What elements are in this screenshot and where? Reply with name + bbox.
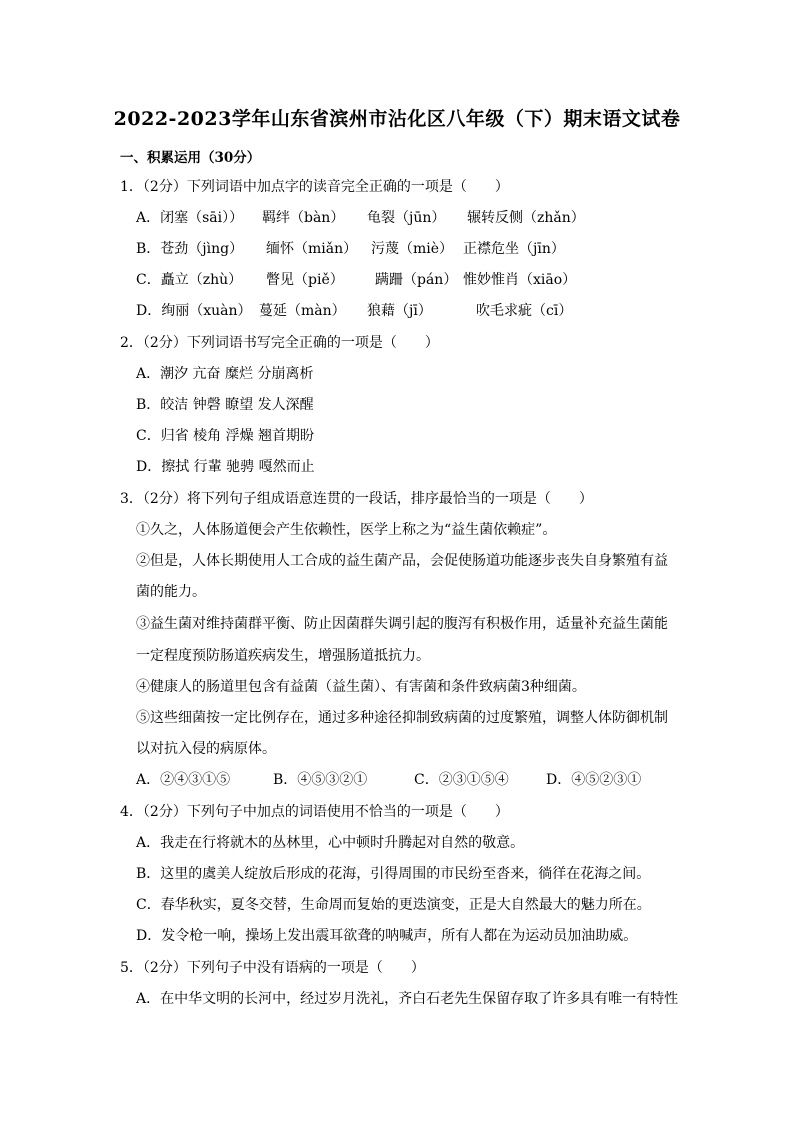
question-3-sentence-2-cont: 菌的能力。 <box>136 584 206 600</box>
question-3-sentence-5: ⑤这些细菌按一定比例存在，通过多种途径抑制致病菌的过度繁殖，调整人体防御机制 <box>136 710 668 726</box>
question-5-option-a: A．在中华文明的长河中，经过岁月洗礼，齐白石老先生保留存取了许多具有唯一有特性 <box>136 991 679 1007</box>
question-2-option-b: B．皎洁 钟磬 瞭望 发人深醒 <box>136 397 314 413</box>
question-2-option-a: A．潮汐 亢奋 糜烂 分崩离析 <box>136 366 314 382</box>
question-1-stem: 1．（2分）下列词语中加点字的读音完全正确的一项是（ ） <box>120 179 509 195</box>
question-3-sentence-2: ②但是，人体长期使用人工合成的益生菌产品，会促使肠道功能逐步丧失自身繁殖有益 <box>136 553 668 569</box>
question-3-option-c: C．②③①⑤④ <box>414 772 509 788</box>
question-3-sentence-3-cont: 一定程度预防肠道疾病发生，增强肠道抵抗力。 <box>136 648 430 664</box>
question-3-sentence-3: ③益生菌对维持菌群平衡、防止因菌群失调引起的腹泻有积极作用，适量补充益生菌能 <box>136 616 668 632</box>
page-title: 2022-2023学年山东省滨州市沾化区八年级（下）期末语文试卷 <box>113 108 681 130</box>
question-4-stem: 4．（2分）下列句子中加点的词语使用不恰当的一项是（ ） <box>120 804 509 820</box>
question-2-option-d: D．擦拭 行輩 驰骋 嘎然而止 <box>136 459 315 475</box>
question-3-option-a: A．②④③①⑤ <box>136 772 231 788</box>
question-4-option-d: D．发令枪一响，操场上发出震耳欲聋的呐喊声，所有人都在为运动员加油助威。 <box>136 928 638 944</box>
question-4-option-a: A．我走在行将就木的丛林里，心中顿时升腾起对自然的敬意。 <box>136 835 525 851</box>
question-3-sentence-4: ④健康人的肠道里包含有益菌（益生菌）、有害菌和条件致病菌3种细菌。 <box>136 679 586 695</box>
question-3-option-b: B．④⑤③②① <box>273 772 368 788</box>
question-2-stem: 2．（2分）下列词语书写完全正确的一项是（ ） <box>120 335 439 351</box>
question-5-stem: 5．（2分）下列句子中没有语病的一项是（ ） <box>120 960 425 976</box>
question-3-option-d: D．④⑤②③① <box>546 772 642 788</box>
question-4-option-c: C．春华秋实，夏冬交替，生命周而复始的更迭演变，正是大自然最大的魅力所在。 <box>136 897 651 913</box>
question-3-sentence-1: ①久之，人体肠道便会产生依赖性，医学上称之为“益生菌依赖症”。 <box>136 522 557 538</box>
question-3-sentence-5-cont: 以对抗入侵的病原体。 <box>136 741 276 757</box>
question-4-option-b: B．这里的虞美人绽放后形成的花海，引得周围的市民纷至沓来，徜徉在花海之间。 <box>136 866 651 882</box>
section-heading: 一、积累运用（30分） <box>120 150 261 166</box>
question-2-option-c: C．归省 棱角 浮燥 翘首期盼 <box>136 428 315 444</box>
exam-page: 2022-2023学年山东省滨州市沾化区八年级（下）期末语文试卷 一、积累运用（30分） 1．（2分）下列词语中加点字的读音完全正确的一项是（ ） A．闭塞（sāi）） 羁绊（bàn） 龟裂（jūn） 辗转反侧（zhǎn） B．苍劲（jìng） 缅怀（miǎn） 污蔑（miè） 正襟危坐（jīn） C．矗立（zhù） 瞥见（piě） 蹒跚（pán） 惟妙惟肖（xiāo） D．绚丽（xuàn） 蔓延（màn） 狼藉（jī） 吹毛求疵（cī） 2．（2分）下列词语书写完全正确的一项是（ ） A．潮汐 亢奋 糜烂 分崩离析 B．皎洁 钟磬 瞭望 发人深醒 C．归省 棱角 浮燥 翘首期盼 D．擦拭 行輩 驰骋 嘎然而止 3．（2分）将下列句子组成语意连贯的一段话，排序最恰当的一项是（ ） ①久之，人体肠道便会产生依赖性，医学上称之为“益生菌依赖症”。 ②但是，人体长期使用人工合成的益生菌产品，会促使肠道功能逐步丧失自身繁殖有益 菌的能力。 ③益生菌对维持菌群平衡、防止因菌群失调引起的腹泻有积极作用，适量补充益生菌能 一定程度预防肠道疾病发生，增强肠道抵抗力。 ④健康人的肠道里包含有益菌（益生菌）、有害菌和条件致病菌3种细菌。 ⑤这些细菌按一定比例存在，通过多种途径抑制致病菌的过度繁殖，调整人体防御机制 以对抗入侵的病原体。 A．②④③①⑤ B．④⑤③②① C．②③①⑤④ D．④⑤②③① 4．（2分）下列句子中加点的词语使用不恰当的一项是（ ） A．我走在行将就木的丛林里，心中顿时升腾起对自然的敬意。 B．这里的虞美人绽放后形成的花海，引得周围的市民纷至沓来，徜徉在花海之间。 C．春华秋实，夏冬交替，生命周而复始的更迭演变，正是大自然最大的魅力所在。 D．发令枪一响，操场上发出震耳欲聋的呐喊声，所有人都在为运动员加油助威。 5．（2分）下列句子中没有语病的一项是（ ） A．在中华文明的长河中，经过岁月洗礼，齐白石老先生保留存取了许多具有唯一有特性 <box>0 0 794 1123</box>
question-3-stem: 3．（2分）将下列句子组成语意连贯的一段话，排序最恰当的一项是（ ） <box>120 491 593 507</box>
